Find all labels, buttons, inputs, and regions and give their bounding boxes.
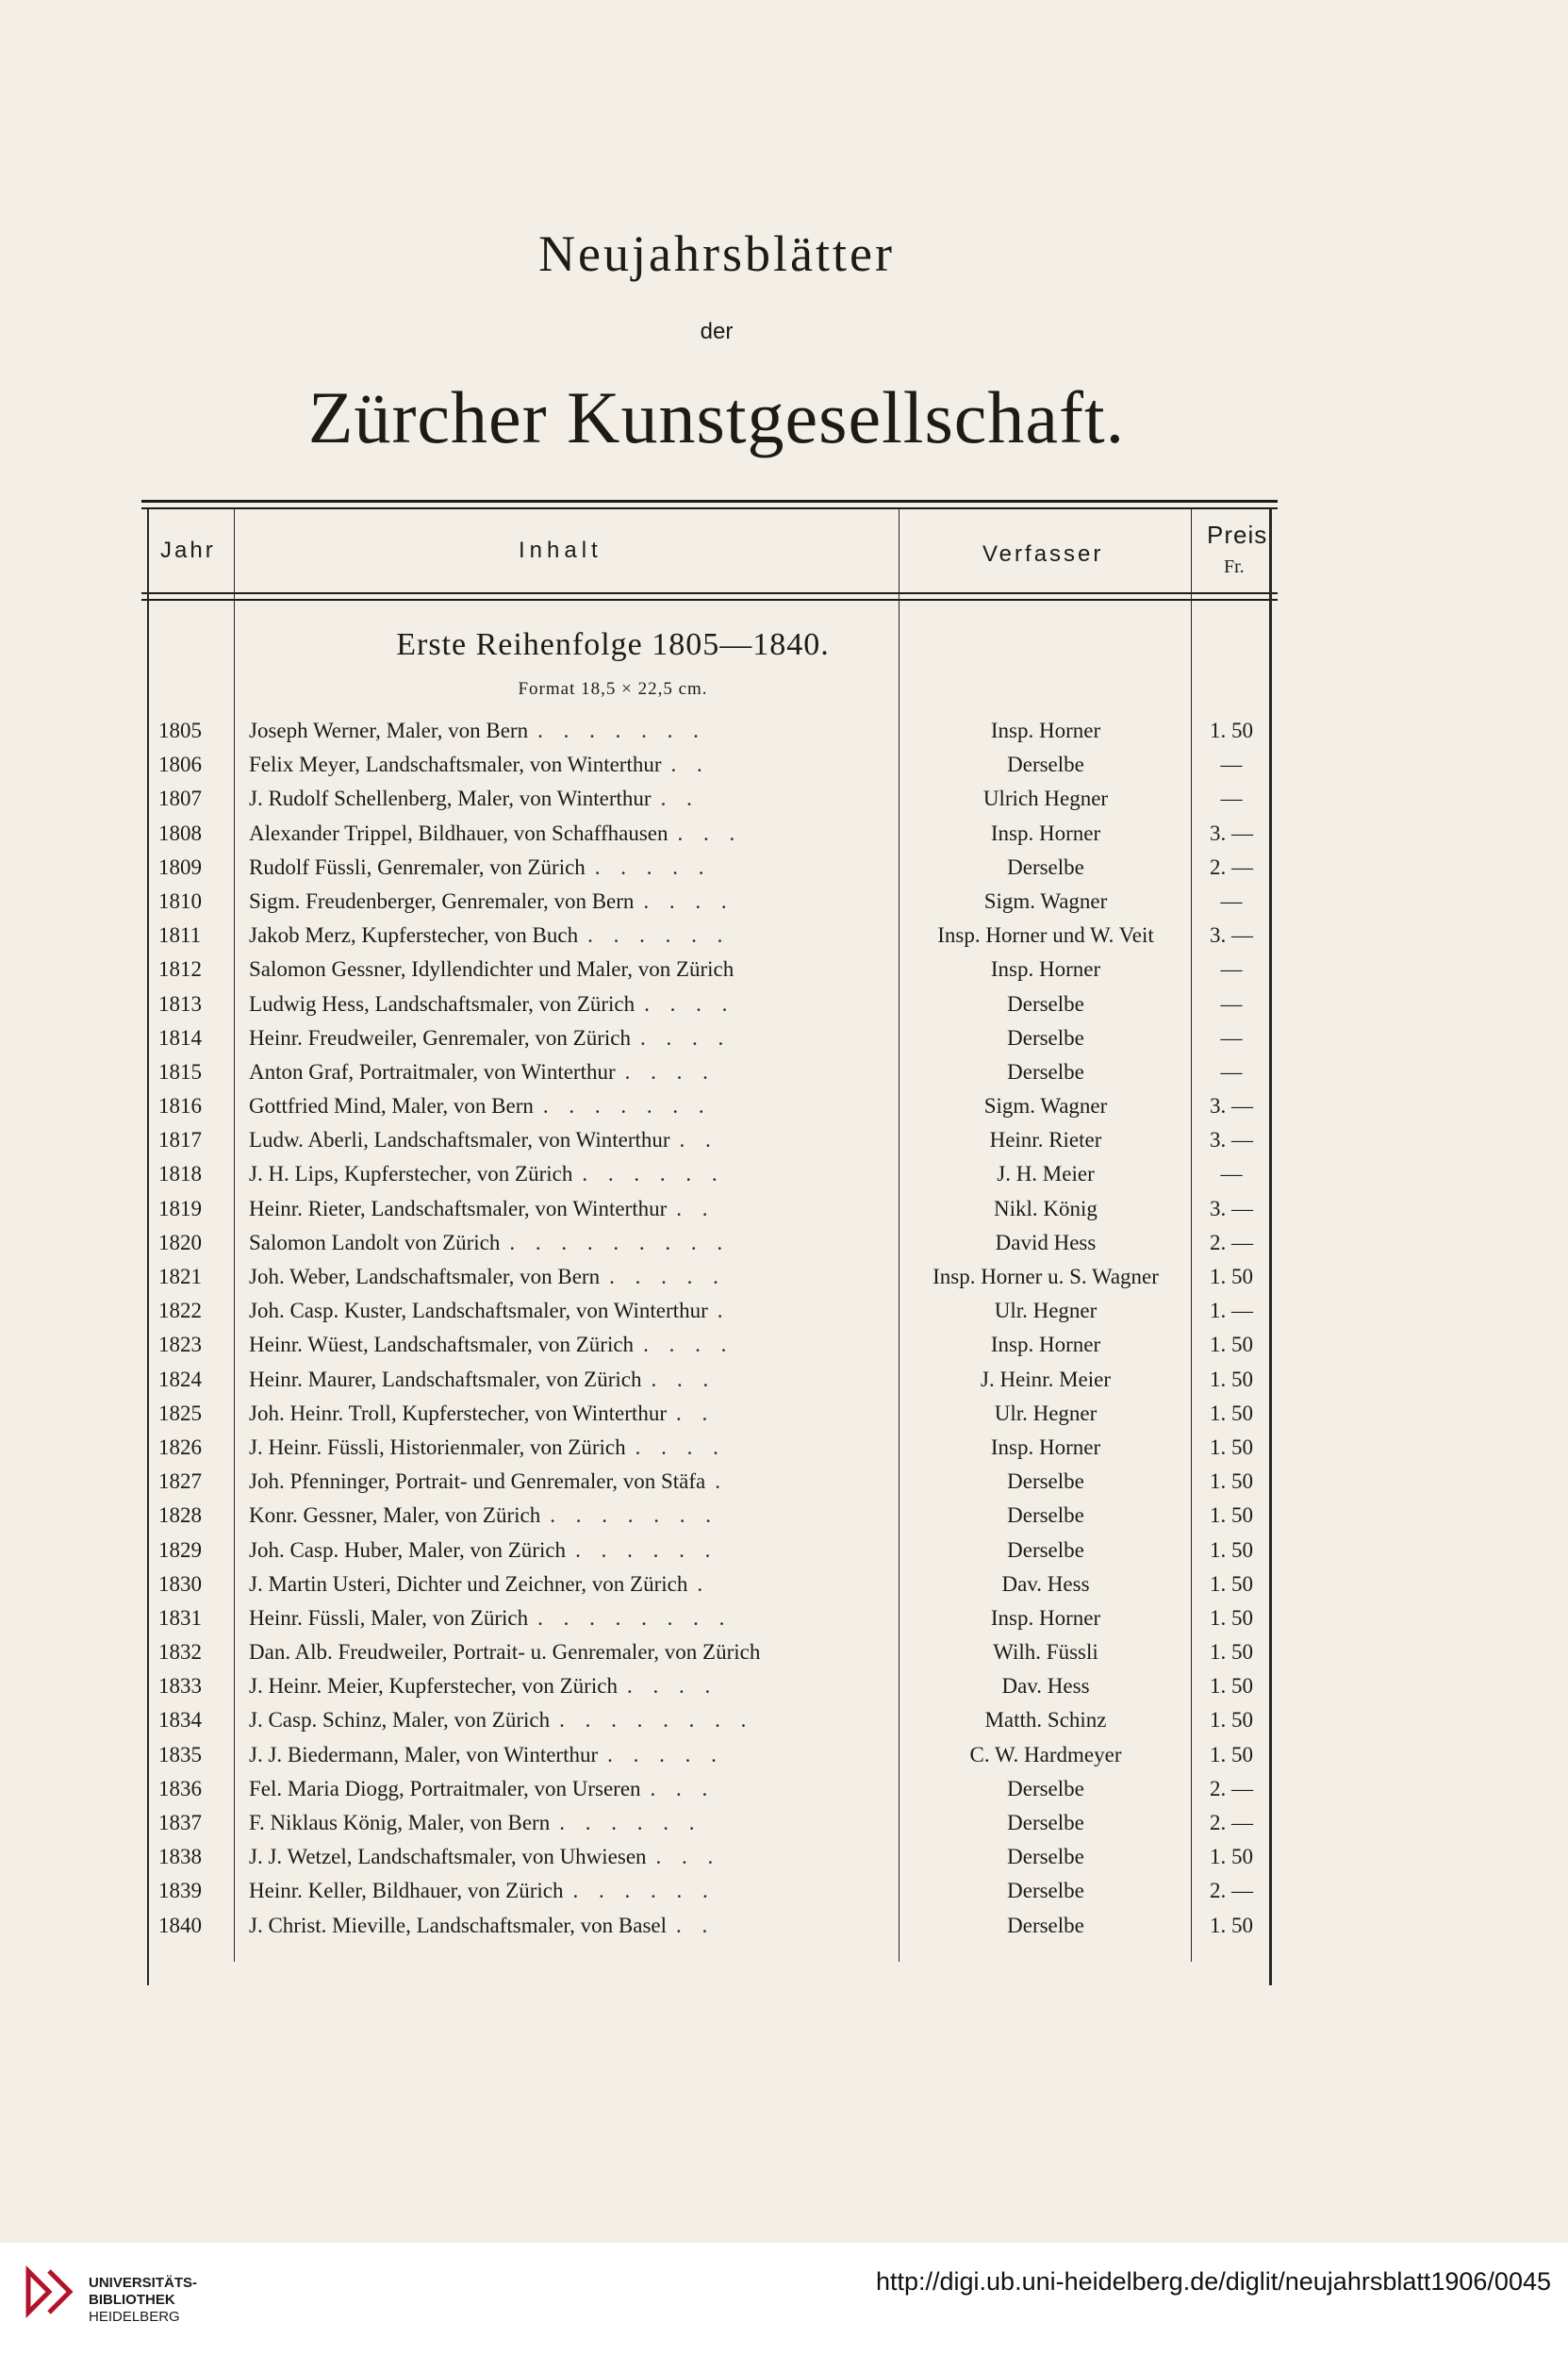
- table-row: [141, 749, 1278, 783]
- row-leader-dots: . . . .: [643, 1333, 734, 1357]
- title-neujahrsblaetter: Neujahrsblätter: [538, 225, 895, 282]
- row-author: C. W. Hardmeyer: [969, 1742, 1122, 1766]
- library-logo-icon: [21, 2262, 77, 2328]
- row-content: [249, 1162, 890, 1186]
- row-author: Insp. Horner u. S. Wagner: [933, 1265, 1159, 1288]
- row-content-text: Salomon Landolt von Zürich: [249, 1230, 501, 1254]
- row-content-text: Salomon Gessner, Idyllendichter und Maler, von Zürich: [249, 957, 734, 982]
- row-content: [249, 1845, 890, 1869]
- row-author: Insp. Horner: [990, 957, 1101, 982]
- row-leader-dots: . .: [675, 1401, 716, 1425]
- row-author: Derselbe: [1007, 753, 1084, 777]
- footer-bar: [0, 2243, 1568, 2355]
- table-row: [141, 1807, 1278, 1841]
- row-content: [249, 1060, 890, 1085]
- row-leader-dots: .: [715, 1469, 728, 1494]
- row-author: Sigm. Wagner: [983, 888, 1108, 913]
- row-author: Derselbe: [1007, 854, 1084, 879]
- row-content-text: Heinr. Wüest, Landschaftsmaler, von Zürich: [249, 1333, 635, 1357]
- row-year: 1819: [158, 1196, 202, 1220]
- column-header-price: Preis: [1207, 521, 1268, 549]
- row-content-text: Jakob Merz, Kupferstecher, von Buch: [249, 923, 579, 948]
- row-content: [249, 1197, 890, 1221]
- row-content-text: Joseph Werner, Maler, von Bern: [249, 719, 529, 742]
- row-year: 1822: [158, 1299, 202, 1323]
- row-author: Derselbe: [1007, 1776, 1084, 1800]
- table-row: [141, 1090, 1278, 1124]
- row-leader-dots: . . . . . .: [582, 1162, 725, 1186]
- row-year: 1808: [158, 821, 202, 845]
- row-content-text: J. Rudolf Schellenberg, Maler, von Winterthur: [249, 787, 652, 811]
- row-content-text: Heinr. Keller, Bildhauer, von Zürich: [249, 1879, 564, 1903]
- table-row: [141, 988, 1278, 1022]
- row-content-text: Anton Graf, Portraitmaler, von Winterthur: [249, 1059, 616, 1084]
- row-year: 1840: [158, 1913, 202, 1937]
- table-row: [141, 783, 1278, 817]
- row-content: [249, 1503, 890, 1528]
- row-leader-dots: . . . .: [643, 888, 734, 913]
- row-leader-dots: . .: [660, 787, 700, 811]
- table-row: [141, 886, 1278, 920]
- section-format: Format 18,5 × 22,5 cm.: [518, 679, 708, 699]
- row-content-text: Heinr. Füssli, Maler, von Zürich: [249, 1605, 529, 1630]
- row-author: Ulr. Hegner: [994, 1401, 1098, 1425]
- row-content-text: Joh. Casp. Huber, Maler, von Zürich: [249, 1537, 567, 1562]
- table-row: [141, 1534, 1278, 1568]
- row-author: Derselbe: [1007, 1537, 1084, 1562]
- table-row: [141, 1227, 1278, 1261]
- row-author: Insp. Horner: [990, 1605, 1101, 1630]
- row-author: Sigm. Wagner: [983, 1094, 1108, 1119]
- row-year: 1820: [158, 1230, 202, 1254]
- row-price: —: [1220, 753, 1243, 777]
- table-row: [141, 852, 1278, 886]
- table-row: [141, 920, 1278, 954]
- row-year: 1828: [158, 1503, 202, 1528]
- row-year: 1829: [158, 1537, 202, 1562]
- row-year: 1835: [158, 1742, 202, 1766]
- row-author: Insp. Horner: [990, 1333, 1101, 1357]
- column-header-price-unit: Fr.: [1224, 556, 1245, 577]
- row-price: —: [1220, 1162, 1243, 1186]
- row-price: 1. 50: [1210, 1537, 1253, 1562]
- row-author: Insp. Horner: [990, 719, 1101, 742]
- row-author: Derselbe: [1007, 1811, 1084, 1834]
- row-leader-dots: . . .: [655, 1845, 721, 1869]
- row-content-text: J. Casp. Schinz, Maler, von Zürich: [249, 1708, 551, 1733]
- row-year: 1813: [158, 991, 202, 1016]
- table-row: [141, 1295, 1278, 1329]
- row-content-text: Heinr. Rieter, Landschaftsmaler, von Winterthur: [249, 1196, 668, 1220]
- row-author: Derselbe: [1007, 1845, 1084, 1869]
- row-leader-dots: . . . . . . . .: [537, 1605, 733, 1630]
- row-author: J. H. Meier: [997, 1162, 1095, 1186]
- row-content-text: Dan. Alb. Freudweiler, Portrait- u. Genremaler, von Zürich: [249, 1640, 761, 1665]
- row-leader-dots: . . . . .: [609, 1265, 726, 1288]
- row-price: 1. 50: [1210, 1845, 1253, 1869]
- row-content-text: J. Heinr. Füssli, Historienmaler, von Zürich: [249, 1435, 626, 1459]
- row-price: —: [1220, 957, 1243, 982]
- row-price: 3. —: [1210, 821, 1253, 845]
- row-author: Derselbe: [1007, 991, 1084, 1016]
- row-year: 1836: [158, 1776, 202, 1800]
- row-year: 1831: [158, 1605, 202, 1630]
- logo-line-2: BIBLIOTHEK: [89, 2292, 175, 2308]
- row-author: David Hess: [995, 1230, 1097, 1254]
- row-price: 1. 50: [1210, 1742, 1253, 1766]
- table-row: [141, 1124, 1278, 1158]
- table-row: [141, 1432, 1278, 1466]
- row-year: 1805: [158, 719, 202, 742]
- row-year: 1826: [158, 1435, 202, 1459]
- row-price: 3. —: [1210, 923, 1253, 948]
- row-content-text: Joh. Pfenninger, Portrait- und Genremaler, von Stäfa: [249, 1469, 706, 1494]
- row-content-text: Felix Meyer, Landschaftsmaler, von Winterthur: [249, 753, 662, 777]
- table-row: [141, 1329, 1278, 1363]
- table-row: [141, 1261, 1278, 1295]
- table-row: [141, 1466, 1278, 1500]
- row-leader-dots: . .: [676, 1196, 716, 1220]
- row-price: 1. 50: [1210, 1333, 1253, 1357]
- row-year: 1825: [158, 1401, 202, 1425]
- table-row: [141, 1193, 1278, 1227]
- row-year: 1830: [158, 1571, 202, 1596]
- row-content-text: Sigm. Freudenberger, Genremaler, von Bern: [249, 888, 635, 913]
- row-price: 1. 50: [1210, 1367, 1253, 1391]
- header-rule-inner: [141, 599, 1278, 601]
- row-year: 1833: [158, 1674, 202, 1699]
- row-content-text: Gottfried Mind, Maler, von Bern: [249, 1094, 534, 1119]
- row-leader-dots: . . . . . . .: [542, 1094, 712, 1119]
- table-row: [141, 1773, 1278, 1807]
- row-price: 1. 50: [1210, 1674, 1253, 1699]
- row-leader-dots: . . . . . .: [587, 923, 731, 948]
- column-header-author: Verfasser: [982, 541, 1104, 567]
- row-author: J. Heinr. Meier: [981, 1367, 1111, 1391]
- row-content-text: F. Niklaus König, Maler, von Bern: [249, 1811, 551, 1834]
- row-content: [249, 787, 890, 811]
- header-rule: [141, 592, 1278, 594]
- table-top-rule-inner: [141, 507, 1278, 509]
- table-row: [141, 1875, 1278, 1909]
- row-year: 1823: [158, 1333, 202, 1357]
- row-author: Insp. Horner: [990, 1435, 1101, 1459]
- table-row: [141, 1568, 1278, 1602]
- row-content: [249, 1674, 890, 1699]
- table-rows: [141, 715, 1278, 1944]
- row-year: 1812: [158, 957, 202, 982]
- row-price: 1. 50: [1210, 1401, 1253, 1425]
- row-year: 1809: [158, 854, 202, 879]
- row-leader-dots: .: [697, 1571, 711, 1596]
- table-row: [141, 1670, 1278, 1704]
- row-leader-dots: . . . .: [624, 1059, 716, 1084]
- row-content-text: Rudolf Füssli, Genremaler, von Zürich: [249, 854, 586, 879]
- row-leader-dots: . .: [679, 1128, 718, 1153]
- table-row: [141, 1841, 1278, 1875]
- row-leader-dots: . . . .: [644, 991, 735, 1016]
- column-header-year: Jahr: [160, 538, 216, 563]
- row-content: [249, 1128, 890, 1153]
- row-content-text: Joh. Heinr. Troll, Kupferstecher, von Winterthur: [249, 1401, 667, 1425]
- row-leader-dots: . . . . .: [594, 854, 712, 879]
- row-leader-dots: .: [717, 1299, 731, 1323]
- row-price: 2. —: [1210, 854, 1253, 879]
- row-content-text: Alexander Trippel, Bildhauer, von Schaffhausen: [249, 821, 668, 845]
- row-leader-dots: . .: [676, 1913, 716, 1937]
- table-row: [141, 1398, 1278, 1432]
- row-content: [249, 1708, 890, 1733]
- row-content: [249, 992, 890, 1017]
- title-kunstgesellschaft: Zürcher Kunstgesellschaft.: [307, 376, 1126, 458]
- row-content: [249, 1094, 890, 1119]
- row-price: 1. 50: [1210, 1708, 1253, 1733]
- table-row: [141, 1500, 1278, 1534]
- row-author: Derselbe: [1007, 1913, 1084, 1937]
- row-author: Insp. Horner: [990, 821, 1101, 845]
- row-leader-dots: . . . .: [635, 1435, 726, 1459]
- row-year: 1838: [158, 1845, 202, 1869]
- row-content: [249, 957, 890, 982]
- row-year: 1832: [158, 1640, 202, 1665]
- table-row: [141, 1739, 1278, 1773]
- row-year: 1837: [158, 1811, 202, 1834]
- row-author: Dav. Hess: [1001, 1674, 1090, 1699]
- row-price: 1. 50: [1210, 1571, 1253, 1596]
- table-row: [141, 1022, 1278, 1056]
- row-year: 1814: [158, 1025, 202, 1050]
- table-top-rule: [141, 500, 1278, 503]
- row-content: [249, 821, 890, 846]
- row-content: [249, 1606, 890, 1631]
- table-row: [141, 1158, 1278, 1192]
- table-row: [141, 1602, 1278, 1636]
- row-content-text: Joh. Weber, Landschaftsmaler, von Bern: [249, 1265, 601, 1288]
- row-price: —: [1220, 1025, 1243, 1050]
- row-content: [249, 889, 890, 914]
- row-leader-dots: . . . .: [639, 1025, 732, 1050]
- row-content: [249, 753, 890, 777]
- row-price: 1. 50: [1210, 1435, 1253, 1459]
- row-content-text: Ludwig Hess, Landschaftsmaler, von Zürich: [249, 991, 635, 1016]
- row-price: 1. 50: [1210, 1605, 1253, 1630]
- section-title: Erste Reihenfolge 1805—1840.: [396, 627, 830, 662]
- row-price: —: [1220, 991, 1243, 1016]
- row-price: 1. —: [1210, 1299, 1253, 1323]
- row-content: [249, 1538, 890, 1563]
- title-der: der: [700, 319, 734, 344]
- row-price: —: [1220, 1059, 1243, 1084]
- row-content-text: J. J. Biedermann, Maler, von Winterthur: [249, 1742, 599, 1766]
- row-author: Derselbe: [1007, 1503, 1084, 1528]
- row-price: 2. —: [1210, 1811, 1253, 1834]
- row-content: [249, 1368, 890, 1392]
- row-price: 1. 50: [1210, 1640, 1253, 1665]
- table-row: [141, 1056, 1278, 1090]
- row-leader-dots: . . .: [651, 1367, 717, 1391]
- row-content: [249, 1435, 890, 1460]
- row-price: 1. 50: [1210, 1265, 1253, 1288]
- row-content: [249, 1401, 890, 1426]
- row-author: Derselbe: [1007, 1879, 1084, 1903]
- source-url-link[interactable]: http://digi.ub.uni-heidelberg.de/diglit/neujahrsblatt1906/0045: [875, 2267, 1551, 2296]
- row-price: 3. —: [1210, 1196, 1253, 1220]
- row-leader-dots: . . . . . . . . .: [509, 1230, 731, 1254]
- row-year: 1834: [158, 1708, 202, 1733]
- row-content: [249, 1231, 890, 1255]
- row-content: [249, 855, 890, 880]
- row-price: 3. —: [1210, 1128, 1253, 1153]
- library-logo-text: [89, 2275, 197, 2326]
- logo-line-3: HEIDELBERG: [89, 2309, 180, 2325]
- table-row: [141, 1910, 1278, 1944]
- row-year: 1821: [158, 1265, 202, 1288]
- row-content-text: J. Heinr. Meier, Kupferstecher, von Zürich: [249, 1674, 618, 1699]
- row-year: 1818: [158, 1162, 202, 1186]
- row-content-text: J. Martin Usteri, Dichter und Zeichner, von Zürich: [249, 1571, 688, 1596]
- row-content-text: Heinr. Freudweiler, Genremaler, von Zürich: [249, 1025, 631, 1050]
- row-price: 1. 50: [1210, 1469, 1253, 1494]
- row-content: [249, 1743, 890, 1767]
- row-content-text: J. H. Lips, Kupferstecher, von Zürich: [249, 1162, 573, 1186]
- row-content-text: Heinr. Maurer, Landschaftsmaler, von Zürich: [249, 1367, 642, 1391]
- row-year: 1817: [158, 1128, 202, 1153]
- table-row: [141, 1364, 1278, 1398]
- row-leader-dots: . . . . . .: [575, 1537, 718, 1562]
- table-row: [141, 818, 1278, 852]
- logo-line-1: UNIVERSITÄTS-: [89, 2275, 198, 2291]
- row-content: [249, 1879, 890, 1903]
- row-year: 1824: [158, 1367, 202, 1391]
- column-header-content: Inhalt: [519, 538, 602, 563]
- row-content-text: Fel. Maria Diogg, Portraitmaler, von Urseren: [249, 1776, 641, 1800]
- row-year: 1806: [158, 753, 202, 777]
- row-year: 1816: [158, 1094, 202, 1119]
- row-author: Ulrich Hegner: [982, 787, 1109, 811]
- row-content-text: Konr. Gessner, Maler, von Zürich: [249, 1503, 541, 1528]
- row-content: [249, 1265, 890, 1289]
- row-year: 1811: [158, 923, 202, 948]
- row-year: 1827: [158, 1469, 202, 1494]
- row-content: [249, 923, 890, 948]
- row-leader-dots: . . . . .: [607, 1742, 724, 1766]
- row-content: [249, 1026, 890, 1051]
- row-author: Matth. Schinz: [984, 1708, 1107, 1733]
- row-content-text: J. J. Wetzel, Landschaftsmaler, von Uhwiesen: [249, 1845, 647, 1869]
- table-row: [141, 1704, 1278, 1738]
- row-author: Nikl. König: [994, 1196, 1098, 1220]
- row-year: 1839: [158, 1879, 202, 1903]
- row-leader-dots: . . . . . .: [572, 1879, 716, 1903]
- row-content: [249, 1469, 890, 1494]
- row-price: 2. —: [1210, 1230, 1253, 1254]
- row-content: [249, 1299, 890, 1323]
- row-price: 2. —: [1210, 1776, 1253, 1800]
- row-year: 1807: [158, 787, 202, 811]
- row-content: [249, 1640, 890, 1665]
- row-author: Ulr. Hegner: [994, 1299, 1098, 1323]
- row-price: 1. 50: [1210, 719, 1253, 742]
- row-leader-dots: . . .: [650, 1776, 716, 1800]
- row-content-text: J. Christ. Mieville, Landschaftsmaler, von Basel: [249, 1913, 668, 1937]
- row-author: Dav. Hess: [1001, 1571, 1090, 1596]
- row-author: Insp. Horner und W. Veit: [937, 923, 1154, 948]
- row-year: 1815: [158, 1059, 202, 1084]
- row-author: Derselbe: [1007, 1025, 1084, 1050]
- row-price: 3. —: [1210, 1094, 1253, 1119]
- row-content: [249, 1777, 890, 1801]
- row-leader-dots: . . . . . . . .: [559, 1708, 754, 1733]
- row-leader-dots: . . . . . . .: [550, 1503, 718, 1528]
- row-author: Derselbe: [1007, 1059, 1084, 1084]
- row-content: [249, 1914, 890, 1938]
- row-leader-dots: . . . . . . .: [537, 719, 706, 742]
- row-content: [249, 719, 890, 743]
- row-leader-dots: . . .: [677, 821, 743, 845]
- row-price: —: [1220, 787, 1243, 811]
- row-content: [249, 1333, 890, 1357]
- row-price: —: [1220, 888, 1243, 913]
- row-content-text: Ludw. Aberli, Landschaftsmaler, von Winterthur: [249, 1128, 670, 1153]
- table-row: [141, 1636, 1278, 1670]
- row-leader-dots: . . . . . .: [559, 1811, 702, 1834]
- row-leader-dots: . . . .: [626, 1674, 718, 1699]
- row-price: 1. 50: [1210, 1503, 1253, 1528]
- row-content: [249, 1811, 890, 1835]
- row-author: Derselbe: [1007, 1469, 1084, 1494]
- table-row: [141, 954, 1278, 987]
- row-leader-dots: . .: [670, 753, 710, 777]
- catalog-table: [141, 500, 1278, 1985]
- row-author: Heinr. Rieter: [989, 1128, 1102, 1153]
- table-row: [141, 715, 1278, 749]
- row-price: 1. 50: [1210, 1913, 1253, 1937]
- row-year: 1810: [158, 888, 202, 913]
- row-author: Wilh. Füssli: [993, 1640, 1098, 1665]
- row-content: [249, 1572, 890, 1597]
- row-content-text: Joh. Casp. Kuster, Landschaftsmaler, von Winterthur: [249, 1299, 708, 1323]
- row-price: 2. —: [1210, 1879, 1253, 1903]
